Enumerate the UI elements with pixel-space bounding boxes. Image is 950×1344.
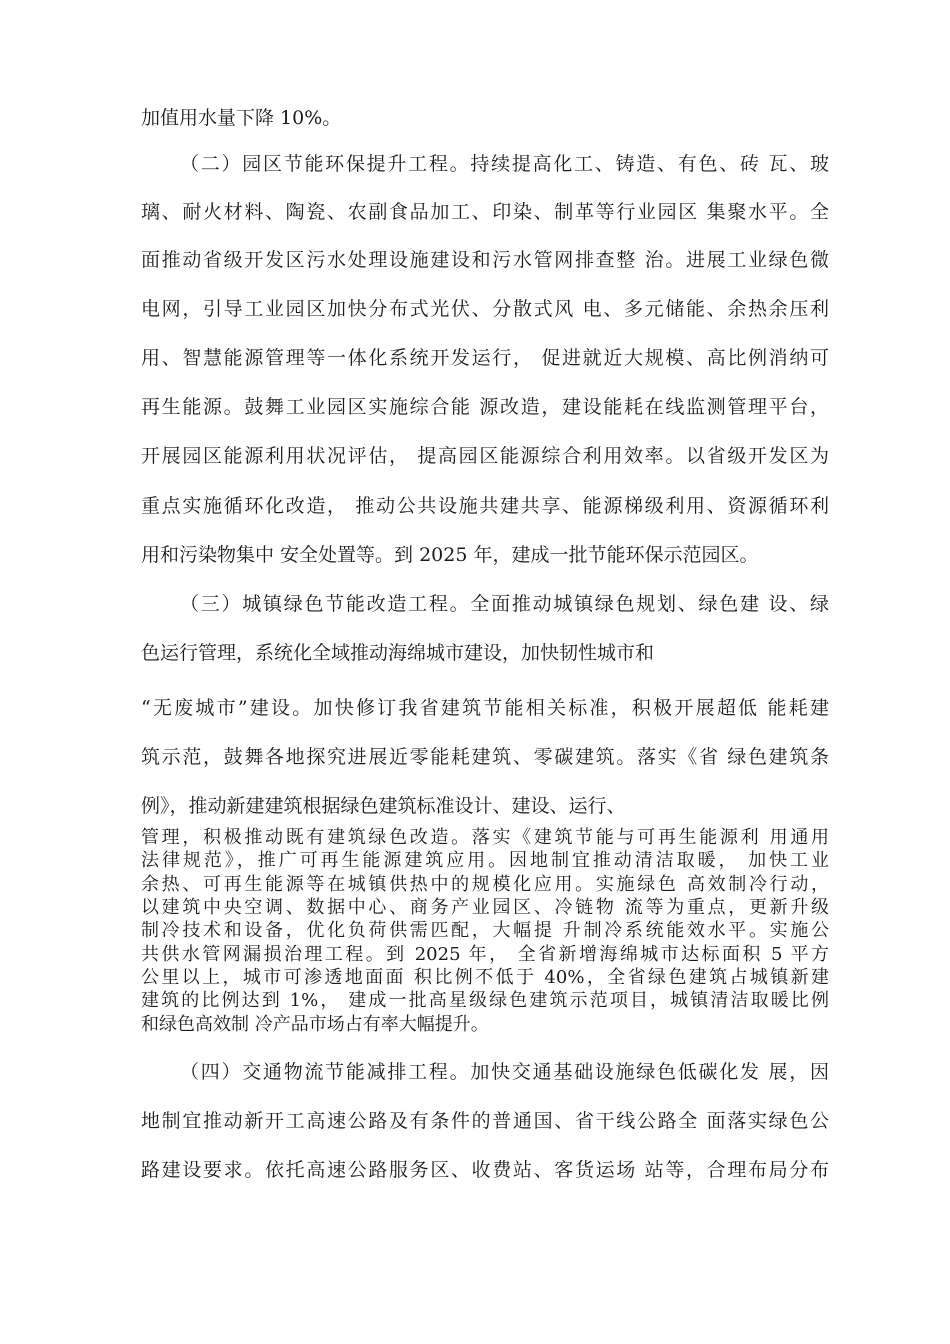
text-line: 筑示范，鼓舞各地探究进展近零能耗建筑、零碳建筑。落实《省 绿色建筑条 [141, 746, 829, 768]
text-line: 公里以上，城市可渗透地面面 积比例不低于 40%，全省绿色建筑占城镇新建 [141, 967, 829, 988]
text-line: 共供水管网漏损治理工程。到 2025 年， 全省新增海绵城市达标面积 5 平方 [141, 944, 829, 965]
text-line: 例》，推动新建建筑根据绿色建筑标准设计、建设、运行、 [141, 795, 626, 817]
text-line: 路建设要求。依托高速公路服务区、收费站、客货运场 站等，合理布局分布 [141, 1159, 829, 1181]
text-line: 和绿色高效制 冷产品市场占有率大幅提升。 [141, 1014, 489, 1035]
text-line: 再生能源。鼓舞工业园区实施综合能 源改造，建设能耗在线监测管理平台， [141, 396, 829, 418]
text-line: “无废城市”建设。加快修订我省建筑节能相关标准，积极开展超低 能耗建 [141, 697, 829, 719]
text-line: 加值用水量下降 10%。 [141, 107, 342, 129]
text-line: 以建筑中央空调、数据中心、商务产业园区、冷链物 流等为重点，更新升级 [141, 897, 829, 918]
paragraph-heading-line: （三）城镇绿色节能改造工程。全面推动城镇绿色规划、绿色建 设、绿 [180, 593, 829, 615]
text-line: 余热、可再生能源等在城镇供热中的规模化应用。实施绿色 高效制冷行动， [141, 874, 829, 895]
text-line: 重点实施循环化改造， 推动公共设施共建共享、能源梯级利用、资源循环利 [141, 495, 829, 517]
text-line: 用、智慧能源管理等一体化系统开发运行， 促进就近大规模、高比例消纳可 [141, 347, 829, 369]
text-line: 用和污染物集中 安全处置等。到 2025 年，建成一批节能环保示范园区。 [141, 544, 759, 566]
paragraph-heading-line: （四）交通物流节能减排工程。加快交通基础设施绿色低碳化发 展，因 [180, 1061, 829, 1083]
text-line: 色运行管理，系统化全域推动海绵城市建设，加快韧性城市和 [141, 642, 655, 664]
text-line: 法律规范》，推广可再生能源建筑应用。因地制宜推动清洁取暖， 加快工业 [141, 850, 829, 871]
text-line: 璃、耐火材料、陶瓷、农副食品加工、印染、制革等行业园区 集聚水平。全 [141, 201, 829, 223]
text-line: 地制宜推动新开工高速公路及有条件的普通国、省干线公路全 面落实绿色公 [141, 1110, 829, 1132]
paragraph-heading-line: （二）园区节能环保提升工程。持续提高化工、铸造、有色、砖 瓦、玻 [180, 153, 829, 175]
text-line: 电网，引导工业园区加快分布式光伏、分散式风 电、多元储能、余热余压利 [141, 298, 829, 320]
text-line: 面推动省级开发区污水处理设施建设和污水管网排查整 治。进展工业绿色微 [141, 249, 829, 271]
text-line: 建筑的比例达到 1%， 建成一批高星级绿色建筑示范项目，城镇清洁取暖比例 [141, 990, 829, 1011]
text-line: 制冷技术和设备，优化负荷供需匹配，大幅提 升制冷系统能效水平。实施公 [141, 920, 829, 941]
text-line: 管理，积极推动既有建筑绿色改造。落实《建筑节能与可再生能源利 用通用 [141, 827, 829, 848]
text-line: 开展园区能源利用状况评估， 提高园区能源综合利用效率。以省级开发区为 [141, 445, 829, 467]
